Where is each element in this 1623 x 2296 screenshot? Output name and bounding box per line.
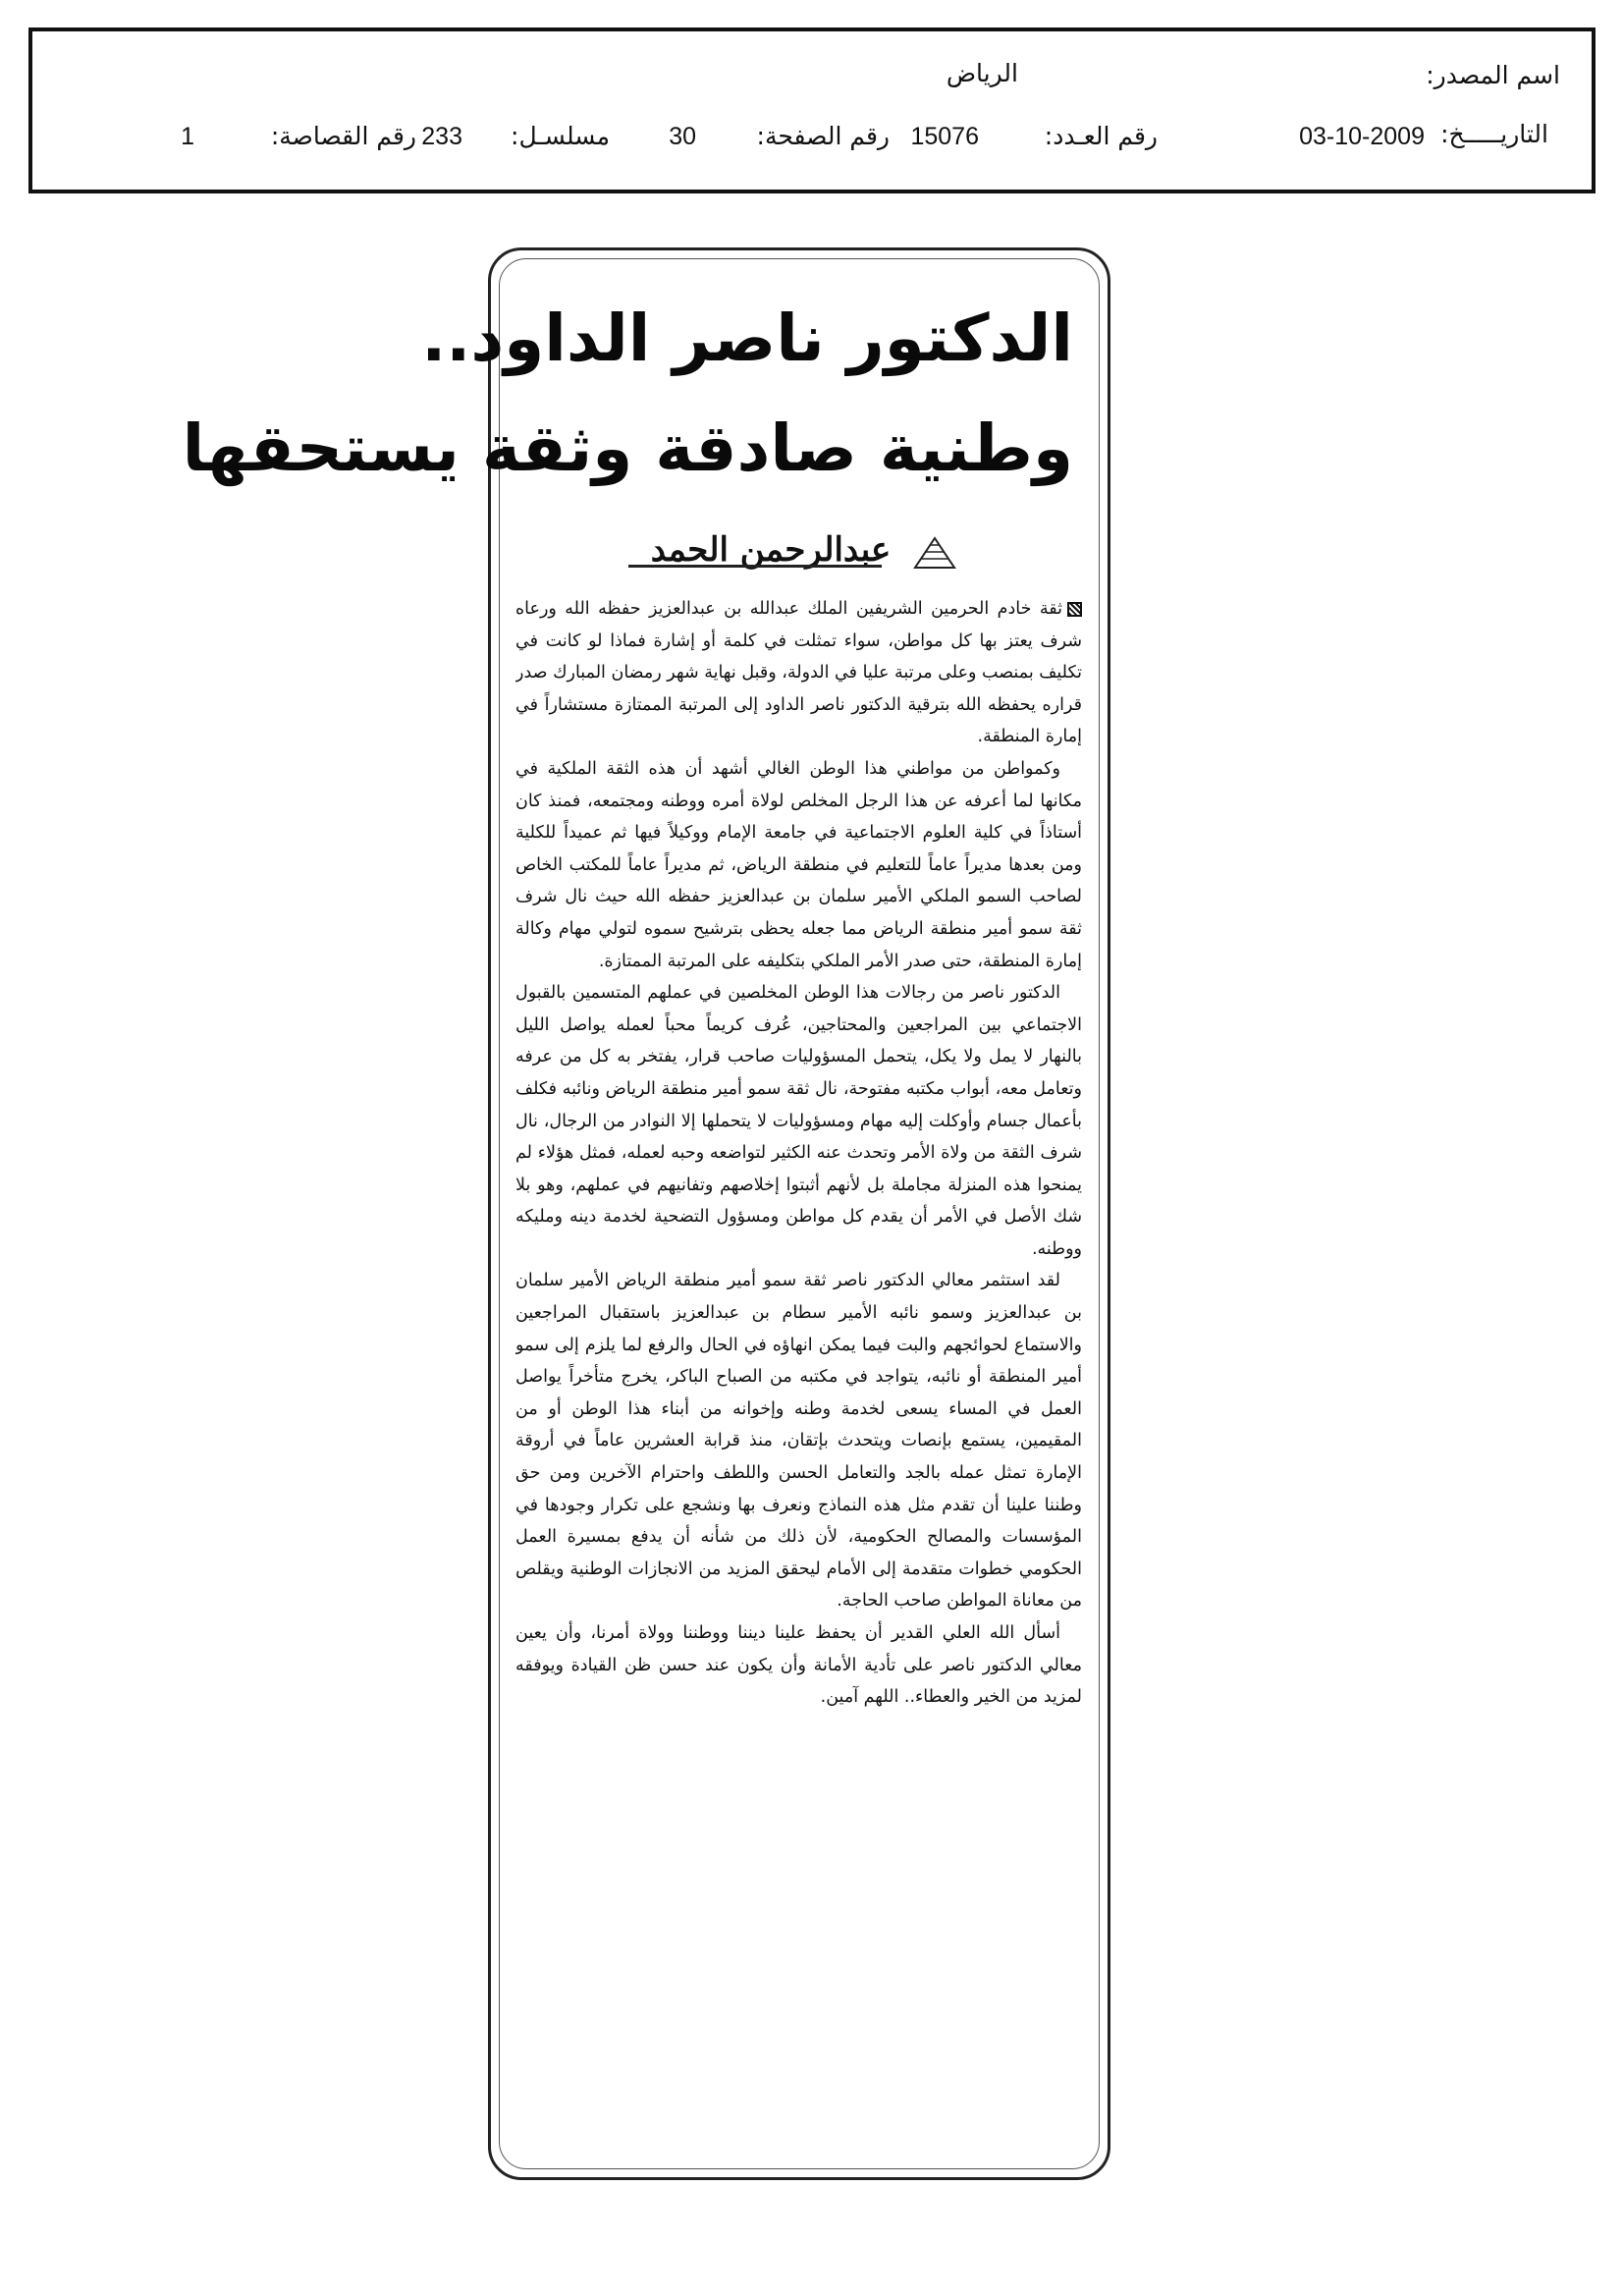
page-label: رقم الصفحة: <box>756 122 890 150</box>
clip-number-label: رقم القصاصة: <box>270 122 416 150</box>
serial-label: مسلسـل: <box>511 122 610 150</box>
byline-underline <box>628 565 882 568</box>
article-paragraph: الدكتور ناصر من رجالات هذا الوطن المخلصين في عملهم المتسمين بالقبول الاجتماعي بين المراجعين والمحتاجين، عُرف كريماً محباً لعمله يواصل الليل بالنهار لا يمل ولا يكل، يتحمل المسؤوليات صاحب قرار، يفتخر به كل من عرفه وتعامل معه، أبواب مكتبه مفتوحة، نال ثقة سمو أمير منطقة الرياض ونائبه فكلف بأعمال جسام وأوكلت إليه مهام ومسؤوليات لا يتحملها إلا النوادر من الرجال، نال شرف الثقة من ولاة الأمر وتحدث عنه الكثير لتواضعه وحبه لعمله، فمثل هؤلاء لم يمنحوا هذه المنزلة مجاملة بل لأنهم أثبتوا إخلاصهم وتفانيهم في عملهم، وهو بلا شك الأصل في الأمر أن يقدم كل مواطن ومسؤول التضحية لخدمة دينه ومليكه ووطنه. <box>515 983 1082 1259</box>
source-value: الرياض <box>946 59 1018 87</box>
article-author: عبدالرحمن الحمد <box>650 530 892 570</box>
article-paragraph: لقد استثمر معالي الدكتور ناصر ثقة سمو أمير منطقة الرياض الأمير سلمان بن عبدالعزيز وسمو نائبه الأمير سطام بن عبدالعزيز باستقبال المراجعين والاستماع لحوائجهم والبت فيما يمكن انهاؤه في الحال والرفع لما يلزم إلى سمو أمير المنطقة أو نائبه، يتواجد في مكتبه من الصباح الباكر، يخرج متأخراً يواصل العمل في المساء يسعى لخدمة وطنه وإخوانه من أبناء هذا الوطن أو من المقيمين، يستمع بإنصات ويتحدث بإتقان، منذ قرابة العشرين عاماً في أروقة الإمارة تمثل عمله بالجد والتعامل الحسن واللطف واحترام الآخرين ومن حق وطننا علينا أن تقدم مثل هذه النماذج ونعرف بها ونشجع على تكرار وجودها في المؤسسات والمصالح الحكومية، لأن ذلك من شأنه أن يدفع بمسيرة العمل الحكومي خطوات متقدمة إلى الأمام ليحقق المزيد من الانجازات الوطنية ويقلص من معاناة المواطن صاحب الحاجة. <box>515 1271 1082 1612</box>
headline-line-2: وطنية صادقة وثقة يستحقها <box>182 410 1073 486</box>
issue-value: 15076 <box>910 123 979 150</box>
source-label: اسم المصدر: <box>1426 61 1560 89</box>
headline-line-1: الدكتور ناصر الداود.. <box>421 301 1073 376</box>
page-value: 30 <box>669 123 696 150</box>
article-paragraph: وكمواطن من مواطني هذا الوطن الغالي أشهد أن هذه الثقة الملكية في مكانها لما أعرفه عن هذا الرجل المخلص لولاة أمره ووطنه ومجتمعه، فمنذ كان أستاذاً في كلية العلوم الاجتماعية في جامعة الإمام ووكيلاً فيها ثم عميداً للكلية ومن بعدها مديراً عاماً للتعليم في منطقة الرياض، ثم مديراً عاماً للمكتب الخاص لصاحب السمو الملكي الأمير سلمان بن عبدالعزيز حفظه الله حيث نال شرف ثقة سمو أمير منطقة الرياض مما جعله يحظى بترشيح سموه لتولي مهام وكالة إمارة المنطقة، حتى صدر الأمر الملكي بتكليفه على المرتبة الممتازة. <box>515 758 1082 971</box>
square-bullet-icon <box>1067 602 1082 617</box>
serial-value: 233 <box>421 123 462 150</box>
date-label: التاريـــــخ: <box>1440 120 1548 148</box>
issue-label: رقم العـدد: <box>1044 122 1158 150</box>
article-body <box>515 593 1082 2155</box>
clip-number-value: 1 <box>181 123 194 150</box>
article-paragraph: أسأل الله العلي القدير أن يحفظ علينا ديننا ووطننا وولاة أمرنا، وأن يعين معالي الدكتور ناصر على تأدية الأمانة وأن يكون عند حسن ظن القيادة ويوفقه لمزيد من الخير والعطاء.. اللهم آمين. <box>515 1623 1082 1708</box>
pyramid-ornament-icon <box>913 536 956 570</box>
article-paragraph: ثقة خادم الحرمين الشريفين الملك عبدالله بن عبدالعزيز حفظه الله ورعاه شرف يعتز بها كل مواطن، سواء تمثلت في كلمة أو إشارة فماذا لو كانت في تكليف بمنصب وعلى مرتبة عليا في الدولة، وقبل نهاية شهر رمضان المبارك صدر قراره يحفظه الله بترقية الدكتور ناصر الداود إلى المرتبة الممتازة مستشاراً في إمارة المنطقة. <box>515 599 1082 747</box>
date-value: 03-10-2009 <box>1299 123 1425 150</box>
article-headline <box>182 295 1073 501</box>
clipping-metadata-box <box>28 27 1596 193</box>
